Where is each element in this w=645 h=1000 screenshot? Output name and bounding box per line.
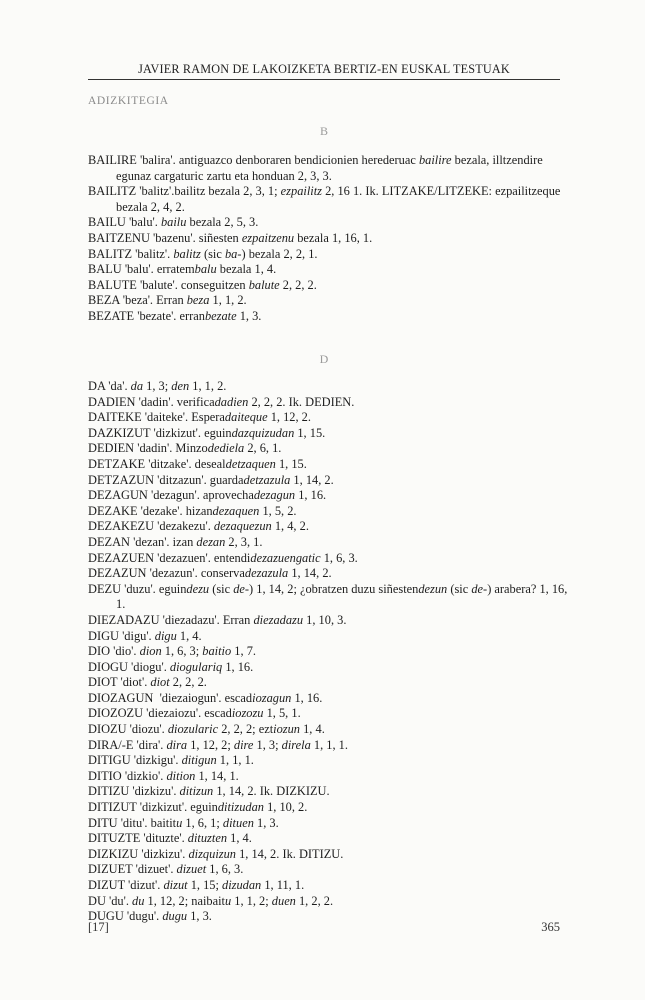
entry-text: DEZAKEZU 'dezakezu'. [88, 519, 214, 534]
dictionary-entry [88, 231, 568, 247]
entry-italic-form: dire [233, 737, 254, 752]
entry-italic-form: iozozu [231, 706, 264, 721]
entry-italic-form: du [132, 893, 145, 908]
entry-text: 1, 12, 2; naibait [144, 893, 225, 908]
dictionary-entry [88, 909, 568, 925]
entry-italic-form: ba- [224, 246, 242, 261]
entry-italic-form: direla [281, 737, 311, 752]
entry-text: 2, 2, 2. [279, 277, 317, 292]
dictionary-entry [88, 504, 568, 520]
dictionary-entry [88, 566, 568, 582]
entry-text: 1, 6, 3. [320, 550, 358, 565]
entry-text: DITIZU 'dizkizu'. [88, 784, 180, 799]
running-header: JAVIER RAMON DE LAKOIZKETA BERTIZ-EN EUSKAL TESTUAK [138, 62, 510, 76]
entry-text: (sic [209, 581, 234, 596]
entry-text: 1, 1, 2; [231, 893, 272, 908]
entry-text: 1, 10, 2. [263, 800, 308, 815]
entry-text: DIZUET 'dizuet'. [88, 862, 177, 877]
entry-italic-form: dizuet [176, 862, 207, 877]
entry-text: 1, 10, 3. [303, 612, 347, 627]
entry-text: 1, 1, 1. [310, 737, 348, 752]
entry-text: ) arabera? 1, 16, 1. [116, 581, 571, 612]
dictionary-entry [88, 262, 568, 278]
entry-text: 2, 2, 2; ezt [218, 722, 274, 737]
entry-text: BALU 'balu'. erratem [88, 262, 195, 277]
entry-text: 1, 1, 1. [216, 753, 254, 768]
entry-text: DIZKIZU 'dizkizu'. [88, 846, 189, 861]
entry-text: DITIO 'dizkio'. [88, 768, 167, 783]
entry-text: DEZAKE 'dezake'. hizan [88, 503, 213, 518]
entry-text: bezala, illtzendire egunaz cargaturic zartu eta honduan 2, 3, 3. [116, 153, 546, 183]
entry-italic-form: dizquizun [188, 846, 236, 861]
entry-text: DADIEN 'dadin'. verifica [88, 394, 215, 409]
entry-text: 1, 4. [176, 628, 202, 643]
dictionary-entry [88, 153, 568, 184]
entry-italic-form: dadien [214, 394, 249, 409]
entry-italic-form: ditigun [181, 753, 217, 768]
entry-italic-form: dazquizudan [231, 425, 295, 440]
dictionary-entry [88, 309, 568, 325]
entry-italic-form: bailire [418, 153, 452, 167]
dictionary-entry [88, 581, 571, 613]
entry-list-d [88, 379, 571, 925]
entry-italic-form: digu [154, 628, 177, 643]
entry-text: 1, 14, 2. [288, 566, 332, 581]
entry-italic-form: dion [139, 644, 162, 659]
entry-italic-form: de- [233, 581, 250, 596]
dictionary-entry [88, 753, 568, 769]
entry-text: 1, 1, 2. [209, 293, 247, 308]
entry-text: 1, 14, 1. [195, 768, 239, 783]
dictionary-entry [88, 784, 568, 800]
entry-text: 1, 14, 2. [290, 472, 334, 487]
entry-text: 1, 4, 2. [271, 519, 309, 534]
entry-italic-form: iozagun [252, 690, 292, 705]
entry-text: ) 1, 14, 2; ¿obratzen duzu siñesten [249, 581, 419, 596]
entry-text: BAILU 'balu'. [88, 215, 161, 230]
entry-italic-form: ezpailitz [280, 184, 322, 199]
entry-text: (sic [447, 581, 472, 596]
entry-text: bezala 1, 16, 1. [294, 230, 373, 245]
entry-text: BEZA 'beza'. Erran [88, 293, 187, 308]
entry-text: 1, 11, 1. [261, 878, 305, 892]
dictionary-entry [88, 473, 568, 489]
entry-text: DIOGU 'diogu'. [88, 659, 170, 674]
letter-heading-d: D [319, 352, 329, 366]
entry-italic-form: dediela [207, 441, 245, 456]
entry-text: DUGU 'dugu'. [88, 909, 163, 924]
entry-italic-form: dizut [163, 878, 188, 892]
entry-text: DITIGU 'dizkigu'. [88, 753, 182, 768]
entry-text: 1, 6, 1; [182, 815, 223, 830]
dictionary-entry [88, 457, 568, 473]
dictionary-entry [88, 629, 568, 645]
entry-text: DAITEKE 'daiteke'. Espera [88, 410, 225, 425]
entry-list-b [88, 153, 568, 325]
entry-italic-form: beza [186, 293, 210, 308]
entry-italic-form: baitio [202, 644, 232, 659]
entry-text: 1, 3; [253, 737, 282, 752]
dictionary-entry [88, 722, 568, 738]
entry-text: 1, 15; [187, 878, 223, 892]
dictionary-entry [88, 691, 568, 707]
entry-italic-form: bailu [160, 215, 187, 230]
entry-text: DIOZU 'diozu'. [88, 722, 168, 737]
entry-text: 2, 16 1. Ik. LITZAKE/LITZEKE: ezpailitzeque bezala 2, 4, 2. [116, 184, 564, 214]
entry-text: BEZATE 'bezate'. erran [88, 308, 205, 323]
dictionary-entry [88, 293, 568, 309]
section-label: ADIZKITEGIA [88, 95, 169, 107]
entry-text: DITIZUT 'dizkizut'. eguin [88, 800, 218, 815]
entry-text: BALITZ 'balitz'. [88, 246, 174, 261]
dictionary-entry [88, 395, 568, 411]
entry-text: 1, 4. [227, 831, 252, 846]
entry-text: 1, 14, 2. Ik. DIZKIZU. [213, 784, 330, 799]
dictionary-entry [88, 278, 568, 294]
entry-text: 1, 15. [275, 456, 307, 471]
entry-italic-form: dezagun [253, 488, 296, 503]
dictionary-entry [88, 769, 568, 785]
entry-text: 1, 6, 3. [206, 862, 244, 877]
folio-number: [17] [88, 920, 109, 934]
entry-italic-form: ditizun [179, 784, 214, 799]
dictionary-entry [88, 862, 568, 878]
entry-text: DEZU 'duzu'. eguin [88, 581, 187, 596]
entry-italic-form: iozun [273, 722, 301, 737]
entry-text: 1, 6, 3; [161, 644, 203, 659]
entry-text: DEZAZUEN 'dezazuen'. entendi [88, 550, 251, 565]
entry-text: (sic [200, 246, 225, 261]
entry-italic-form: dezan [196, 534, 226, 549]
entry-text: DIZUT 'dizut'. [88, 878, 164, 892]
dictionary-entry [88, 247, 568, 263]
dictionary-entry [88, 738, 568, 754]
entry-text: BAITZENU 'bazenu'. siñesten [88, 230, 242, 245]
entry-text: 1, 5, 1. [263, 706, 301, 721]
dictionary-entry [88, 675, 568, 691]
entry-italic-form: dituen [222, 815, 254, 830]
entry-italic-form: daiteque [224, 410, 268, 425]
entry-italic-form: dezu [186, 581, 210, 596]
dictionary-entry [88, 184, 568, 215]
entry-text: 1, 12, 2. [267, 410, 311, 425]
entry-italic-form: ditizudan [217, 800, 264, 815]
entry-italic-form: den [171, 379, 190, 393]
dictionary-entry [88, 488, 568, 504]
entry-italic-form: detzazula [243, 472, 291, 487]
entry-italic-form: u [224, 893, 232, 908]
entry-text: DEZAZUN 'dezazun'. conserva [88, 566, 245, 581]
entry-text: DITU 'ditu'. baitit [88, 815, 177, 830]
entry-text: 2, 3, 1. [225, 534, 263, 549]
dictionary-entry [88, 551, 568, 567]
entry-text: 1, 3. [236, 308, 262, 323]
entry-text: 1, 2, 2. [295, 893, 334, 908]
entry-text: DA 'da'. [88, 379, 131, 393]
entry-text: bezala 2, 5, 3. [186, 215, 259, 230]
dictionary-entry [88, 441, 568, 457]
entry-italic-form: detzaquen [225, 456, 276, 471]
entry-text: BALUTE 'balute'. conseguitzen [88, 277, 249, 292]
entry-text: 1, 3. [187, 909, 212, 924]
entry-italic-form: dezun [418, 581, 448, 596]
dictionary-entry [88, 894, 568, 910]
entry-text: 1, 12, 2; [187, 737, 234, 752]
entry-italic-form: dezazuengatic [250, 550, 321, 565]
entry-text: DU 'du'. [88, 893, 133, 908]
entry-italic-form: diozularic [167, 722, 219, 737]
dictionary-entry [88, 800, 568, 816]
entry-italic-form: balitz [173, 246, 201, 261]
entry-text: BAILIRE 'balira'. antiguazco denboraren bendicionien herederuac [88, 153, 419, 167]
entry-text: DEZAN 'dezan'. izan [88, 534, 197, 549]
entry-text: 1, 16. [291, 690, 323, 705]
entry-text: bezala 1, 4. [216, 262, 277, 277]
entry-italic-form: diogulariq [169, 659, 223, 674]
entry-text: DEZAGUN 'dezagun'. aprovecha [88, 488, 254, 503]
entry-text: 1, 16. [295, 488, 327, 503]
entry-text: ) bezala 2, 2, 1. [241, 246, 318, 261]
dictionary-entry [88, 535, 568, 551]
entry-text: 2, 6, 1. [244, 441, 282, 456]
entry-italic-form: balu [194, 262, 217, 277]
entry-text: 1, 3. [253, 815, 279, 830]
entry-text: 1, 7. [231, 644, 256, 659]
entry-italic-form: u [176, 815, 183, 830]
entry-text: BAILITZ 'balitz'.bailitz bezala 2, 3, 1; [88, 184, 281, 199]
entry-text: 1, 1, 2. [189, 379, 227, 393]
entry-text: DIGU 'digu'. [88, 628, 155, 643]
dictionary-entry [88, 215, 568, 231]
entry-text: DIRA/-E 'dira'. [88, 737, 167, 752]
entry-text: DIOZOZU 'diezaiozu'. escad [88, 706, 232, 721]
dictionary-entry [88, 660, 568, 676]
entry-text: DETZAZUN 'ditzazun'. guarda [88, 472, 244, 487]
entry-text: DAZKIZUT 'dizkizut'. eguin [88, 425, 232, 440]
dictionary-entry [88, 379, 568, 395]
entry-italic-form: de- [471, 581, 488, 596]
entry-text: 1, 15. [294, 425, 326, 440]
entry-text: DETZAKE 'ditzake'. deseal [88, 456, 226, 471]
entry-italic-form: dezaquen [212, 503, 260, 518]
dictionary-entry [88, 816, 568, 832]
dictionary-entry [88, 644, 568, 660]
dictionary-entry [88, 410, 568, 426]
entry-italic-form: duen [271, 893, 296, 908]
entry-italic-form: dezazula [244, 566, 289, 581]
dictionary-entry [88, 831, 568, 847]
entry-text: 1, 5, 2. [259, 503, 297, 518]
entry-text: 2, 2, 2. [169, 675, 207, 690]
letter-heading-b: B [319, 124, 328, 138]
dictionary-entry [88, 878, 568, 894]
entry-italic-form: ezpaitzenu [241, 230, 295, 245]
entry-italic-form: diezadazu [253, 612, 304, 627]
entry-text: DIOT 'diot'. [88, 675, 151, 690]
entry-italic-form: dition [166, 768, 196, 783]
entry-text: DIOZAGUN 'diezaiogun'. escad [88, 690, 253, 705]
entry-italic-form: dezaquezun [213, 519, 272, 534]
entry-text: 1, 16. [222, 659, 254, 674]
entry-text: 1, 14, 2. Ik. DITIZU. [235, 846, 344, 861]
entry-text: DEDIEN 'dadin'. Minzo [88, 441, 208, 456]
entry-italic-form: diot [150, 675, 170, 690]
header-rule [88, 79, 560, 80]
dictionary-entry [88, 613, 568, 629]
entry-italic-form: bezate [204, 308, 237, 323]
entry-italic-form: dira [166, 737, 188, 752]
entry-text: DIO 'dio'. [88, 644, 140, 659]
entry-text: DITUZTE 'dituzte'. [88, 831, 188, 846]
dictionary-entry [88, 706, 568, 722]
entry-italic-form: balute [248, 277, 280, 292]
entry-italic-form: dugu [162, 909, 188, 924]
page-number: 365 [541, 920, 560, 934]
entry-text: 2, 2, 2. Ik. DEDIEN. [248, 394, 355, 409]
entry-italic-form: da [130, 379, 144, 393]
entry-text: 1, 3; [143, 379, 172, 393]
dictionary-entry [88, 426, 568, 442]
dictionary-entry [88, 519, 568, 535]
entry-italic-form: dizudan [222, 878, 262, 892]
entry-text: DIEZADAZU 'diezadazu'. Erran [88, 612, 254, 627]
entry-italic-form: dituzten [187, 831, 228, 846]
entry-text: 1, 4. [300, 722, 325, 737]
dictionary-entry [88, 847, 568, 863]
